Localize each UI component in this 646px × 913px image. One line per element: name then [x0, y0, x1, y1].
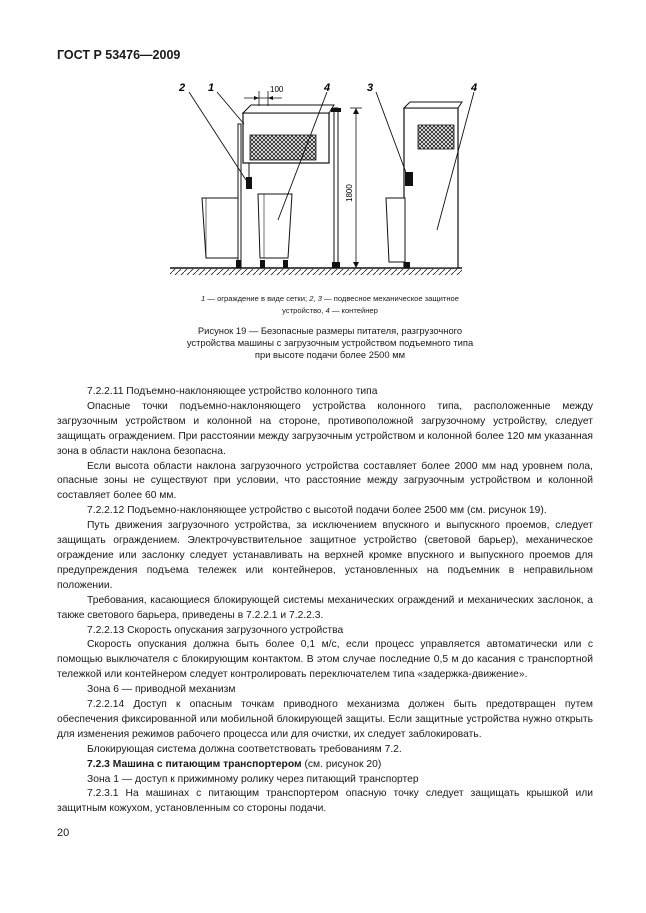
paragraph: Путь движения загрузочного устройства, за исключением впускного и выпускного проемов, следует защищать ограждением. Электрочувствительное защитное устройство (световой барьер), механическое ограждение или заслонку следует устанавливать на верхней кромке впускного и выпускного проемов для предупреждения подъема тележек или контейнеров, установленных на подъемник в неправильном положении. [57, 520, 593, 591]
legend-n2: 2 [309, 294, 314, 303]
right-machine [376, 92, 474, 268]
figure-caption [150, 325, 510, 361]
caption-line: при высоте подачи более 2500 мм [254, 349, 406, 360]
paragraph: 7.2.2.11 Подъемно-наклоняющее устройство колонного типа [87, 386, 378, 397]
caption-line: Рисунок 19 — Безопасные размеры питателя, разгрузочного [197, 325, 463, 336]
page-number: 20 [57, 827, 70, 839]
paragraph: Требования, касающиеся блокирующей системы механических ограждений и механических заслонок, а также светового барьера, приведены в 7.2.2.1 и 7.2.2.3. [57, 594, 593, 621]
legend-n4: 4 [325, 306, 330, 315]
paragraph: Блокирующая система должна соответствовать требованиям 7.2. [87, 743, 402, 755]
legend-t4: — контейнер [329, 306, 378, 315]
paragraph: Зона 1 — доступ к прижимному ролику через питающий транспортер [87, 773, 419, 785]
paragraph: 7.2.2.14 Доступ к опасным точкам приводного механизма должен быть предотвращен путем обеспечения фиксированной или мобильной блокирующей защиты. Если защитные устройства нужно открыть для изменения режимов рабочего процесса или для очистки, их следует заблокировать. [57, 699, 593, 740]
paragraph: Скорость опускания должна быть более 0,1 м/с, если процесс управляется автоматически или с помощью выключателя с блокирующим контактом. В этом случае последние 0,5 м до касания с транспортной тележкой или контейнером следует контролировать переключателем типа «задержка-движение». [57, 639, 593, 681]
section-heading [57, 758, 593, 773]
paragraph: 7.2.3.1 На машинах с питающим транспортером опасную точку следует защищать крышкой или защитным кожухом, установленным со стороны подачи. [57, 788, 593, 815]
mesh-guard-right [418, 125, 454, 149]
section-heading-bold: 7.2.3 Машина с питающим транспортером [87, 758, 302, 770]
figure-label-4-right: 4 [471, 82, 478, 94]
paragraph: Зона 6 — приводной механизм [87, 684, 236, 696]
paragraph: Опасные точки подъемно-наклоняющего устройства колонного типа, расположенные между загрузочным устройством и колонной на стороне, противоположной загрузочному устройству, следует защищать ограждением. При расстоянии между загрузочным устройством и колонной более 120 мм указанная зона в области наклона безопасна. [57, 400, 593, 457]
dimension-100: 100 [270, 85, 284, 94]
legend-t1: — ограждение в виде сетки; [205, 294, 310, 303]
legend-t2: — подвесное механическое защитное [321, 294, 459, 303]
paragraph: Если высота области наклона загрузочного устройства составляет более 2000 мм над уровнем пола, опасные зоны не существуют при условии, что расстояние между загрузочным устройством и колонной составляет более 60 мм. [57, 460, 593, 502]
figure-label-3: 3 [367, 82, 374, 94]
figure-label-1: 1 [208, 82, 215, 94]
figure-label-2: 2 [179, 82, 186, 94]
legend-n3: 3 [317, 294, 322, 303]
figure-19-drawing [160, 80, 490, 280]
floor [170, 268, 462, 275]
legend-sep: , [313, 294, 318, 303]
dimension-1800: 1800 [345, 184, 354, 202]
paragraph: 7.2.2.13 Скорость опускания загрузочного устройства [87, 624, 344, 636]
paragraph: 7.2.2.12 Подъемно-наклоняющее устройство с высотой подачи более 2500 мм (см. рисунок 19). [87, 505, 547, 517]
caption-line: устройства машины с загрузочным устройством подъемного типа [186, 337, 474, 348]
left-machine [189, 91, 362, 268]
legend-t3: устройство, [282, 306, 326, 315]
legend-n1: 1 [201, 294, 206, 303]
document-header: ГОСТ Р 53476—2009 [57, 48, 181, 62]
section-heading-rest: (см. рисунок 20) [301, 758, 382, 770]
body-text [57, 385, 593, 817]
figure-legend [150, 293, 510, 317]
figure-label-4: 4 [324, 82, 331, 94]
